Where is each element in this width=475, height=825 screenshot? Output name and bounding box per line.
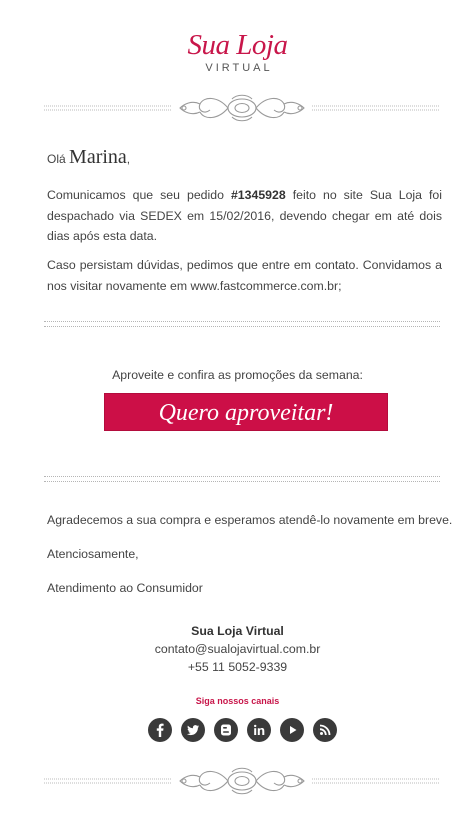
contact-message: Caso persistam dúvidas, pedimos que entre em contato. Convidamos a nos visitar novamente em www.fastcommerce.com.br; xyxy=(47,258,442,293)
brand-subtitle: VIRTUAL xyxy=(205,62,273,74)
regards-text: Atenciosamente, xyxy=(47,547,139,561)
youtube-icon[interactable] xyxy=(280,718,304,742)
order-number: #1345928 xyxy=(230,188,286,202)
dotted-divider xyxy=(44,321,440,327)
ornament-divider-bottom xyxy=(44,763,440,799)
shipping-text-start: Comunicamos que seu pedido xyxy=(47,188,231,202)
rss-icon[interactable] xyxy=(313,718,337,742)
blogger-icon[interactable] xyxy=(214,718,238,742)
promo-button[interactable]: Quero aproveitar! xyxy=(104,393,388,431)
promo-text: Aproveite e confira as promoções da semana: xyxy=(112,368,363,382)
contact-email[interactable]: contato@sualojavirtual.com.br xyxy=(154,642,321,656)
brand-name: Sua Loja xyxy=(187,29,288,61)
social-title: Siga nossos canais xyxy=(195,696,280,706)
shipping-text-end: feito no site Sua Loja foi despachado via SEDEX em 15/02/2016, devendo chegar em até dois dias após esta data. xyxy=(47,188,443,243)
linkedin-icon[interactable] xyxy=(247,718,271,742)
greeting xyxy=(47,146,130,169)
twitter-icon[interactable] xyxy=(181,718,205,742)
shipping-message xyxy=(47,185,442,247)
greeting-prefix: Olá xyxy=(47,152,66,166)
dotted-divider xyxy=(44,476,440,482)
contact-phone: +55 11 5052-9339 xyxy=(187,660,288,674)
thanks-text: Agradecemos a sua compra e esperamos atendê-lo novamente em breve. xyxy=(47,513,453,527)
company-name: Sua Loja Virtual xyxy=(191,624,284,638)
facebook-icon[interactable] xyxy=(148,718,172,742)
greeting-suffix: , xyxy=(126,152,131,166)
ornament-divider-top xyxy=(44,90,440,126)
customer-name: Marina xyxy=(69,146,127,168)
brand-logo xyxy=(0,30,475,74)
signature xyxy=(0,622,475,676)
social-links xyxy=(148,718,338,742)
department-text: Atendimento ao Consumidor xyxy=(47,581,203,595)
